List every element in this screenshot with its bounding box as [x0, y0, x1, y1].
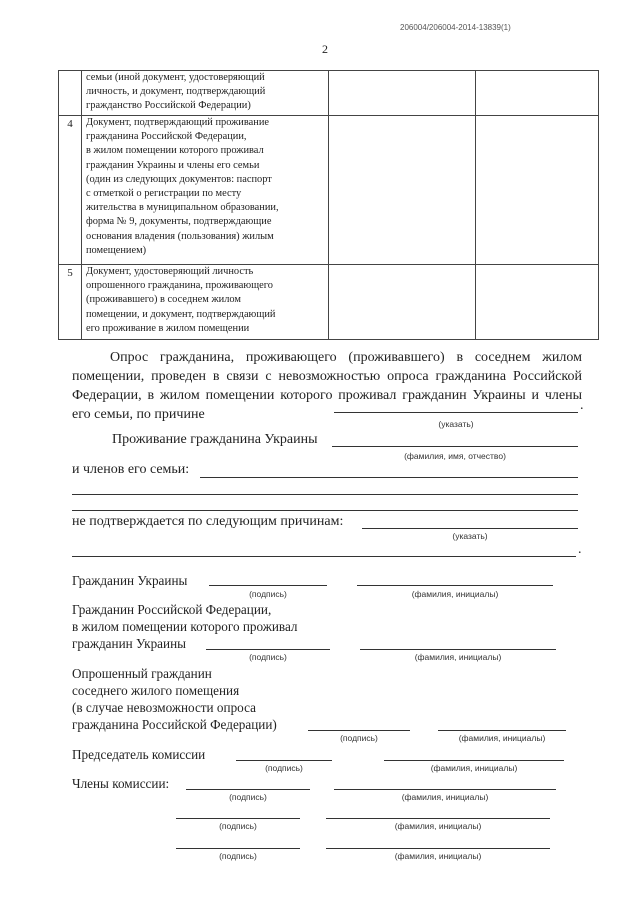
row-description: Документ, удостоверяющий личность опрошенного гражданина, проживающего (проживавшего) в соседнем жилом помещении, и документ, подтверждающий его проживание в жилом помещении — [86, 266, 276, 334]
reasons-caption: (указать) — [452, 531, 488, 541]
fio-line[interactable] — [332, 446, 578, 447]
table-row — [59, 71, 599, 116]
rf-citizen-label: Гражданин Российской Федерации, в жилом помещении которого проживал гражданин Украины — [72, 602, 298, 651]
chairman-label: Председатель комиссии — [72, 747, 206, 762]
row-number — [59, 71, 82, 116]
name-line[interactable] — [384, 760, 564, 761]
signature-line[interactable] — [206, 649, 330, 650]
table-cell-empty — [476, 116, 599, 265]
table-cell-empty — [476, 265, 599, 340]
name-line[interactable] — [326, 818, 550, 819]
row-number: 4 — [59, 116, 82, 265]
table-cell-empty — [476, 71, 599, 116]
signature-line[interactable] — [176, 818, 300, 819]
row-description: семьи (иной документ, удостоверяющий личность, и документ, подтверждающий гражданство Российской Федерации) — [86, 72, 266, 112]
reason-caption: (указать) — [438, 419, 474, 429]
name-line[interactable] — [438, 730, 566, 731]
page-number: 2 — [322, 42, 328, 56]
reasons-line[interactable] — [362, 528, 578, 529]
reason-line[interactable] — [334, 412, 578, 413]
name-line[interactable] — [360, 649, 556, 650]
not-confirmed-label: не подтверждается по следующим причинам: — [72, 514, 344, 529]
ukraine-citizen-label: Гражданин Украины — [72, 573, 188, 588]
signature-line[interactable] — [209, 585, 327, 586]
row-description: Документ, подтверждающий проживание гражданина Российской Федерации, в жилом помещении которого проживал гражданин Украины и члены его семьи (один из следующих документов: паспорт с отметкой о регистрации по месту жительства в муниципальном образовании, форма № 9, документы, подтверждающие основания владения (пользования) жилым помещением) — [86, 117, 279, 256]
signature-line[interactable] — [308, 730, 410, 731]
table-row — [59, 116, 599, 265]
residence-label: Проживание гражданина Украины — [112, 432, 318, 447]
table-row — [59, 265, 599, 340]
name-line[interactable] — [357, 585, 553, 586]
reasons-line[interactable] — [72, 556, 576, 557]
document-id: 206004/206004-2014-13839(1) — [400, 23, 511, 32]
table-cell-empty — [329, 265, 476, 340]
members-label: Члены комиссии: — [72, 776, 170, 791]
documents-table — [58, 70, 599, 340]
family-line[interactable] — [72, 510, 578, 511]
name-line[interactable] — [334, 789, 556, 790]
signature-line[interactable] — [186, 789, 310, 790]
neighbor-label: Опрошенный гражданин соседнего жилого помещения (в случае невозможности опроса гражданина Российской Федерации) — [72, 666, 277, 732]
family-line[interactable] — [72, 494, 578, 495]
table-cell-empty — [329, 71, 476, 116]
fio-caption: (фамилия, имя, отчество) — [404, 451, 506, 461]
signature-line[interactable] — [236, 760, 332, 761]
signature-line[interactable] — [176, 848, 300, 849]
table-cell-empty — [329, 116, 476, 265]
row-number: 5 — [59, 265, 82, 340]
family-label: и членов его семьи: — [72, 462, 190, 477]
name-line[interactable] — [326, 848, 550, 849]
survey-paragraph: Опрос гражданина, проживающего (проживавшего) в соседнем жилом помещении, проведен в связи с невозможностью опроса гражданина Российской Федерации, в жилом помещении которого проживал гражданин Украины и члены его семьи, по причине — [72, 350, 582, 422]
family-line[interactable] — [200, 477, 578, 478]
